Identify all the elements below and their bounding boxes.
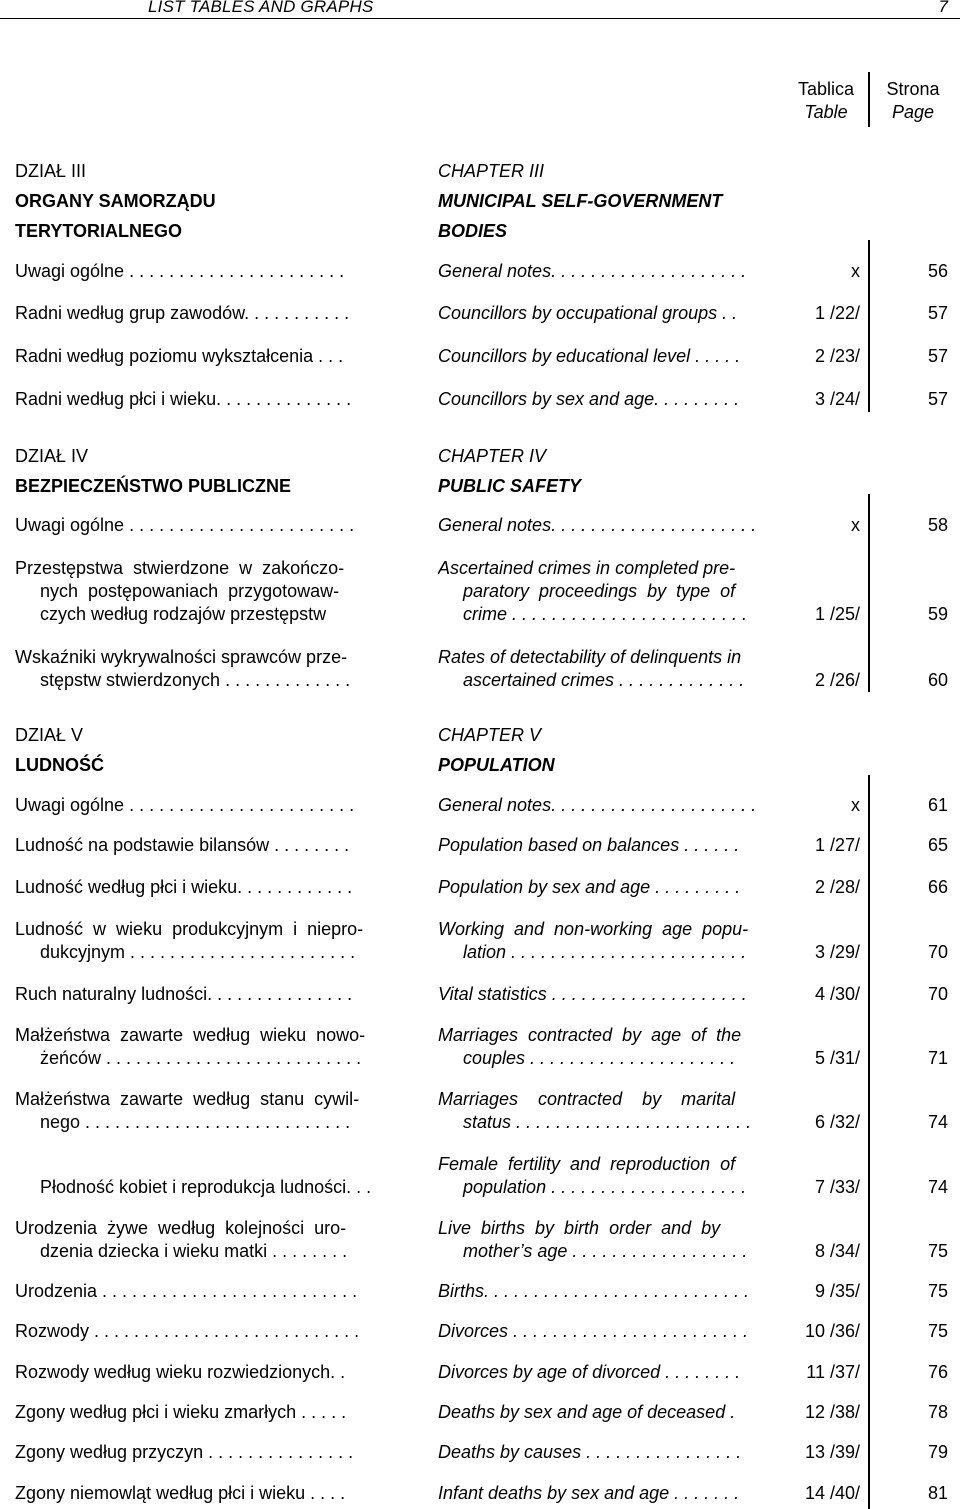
toc-entry-en: Infant deaths by sex and age . . . . . . .	[438, 1483, 740, 1503]
table-number: 10 /36/	[804, 1321, 860, 1341]
section-heading-pl: DZIAŁ III	[15, 161, 87, 181]
page-reference: 78	[927, 1402, 948, 1422]
toc-entry-en: couples . . . . . . . . . . . . . . . . . . . . .	[463, 1048, 736, 1068]
section-heading-en: CHAPTER IV	[438, 446, 547, 466]
toc-entry-en: General notes. . . . . . . . . . . . . . . . . . . . .	[438, 515, 757, 535]
page-reference: 70	[927, 942, 948, 962]
toc-entry-en: Vital statistics . . . . . . . . . . . . . . . . . . . .	[438, 984, 747, 1004]
column-divider	[868, 240, 870, 412]
toc-entry-pl: Przestępstwa stwierdzone w zakończo-	[15, 558, 345, 578]
table-number: 14 /40/	[804, 1483, 860, 1503]
page-reference: 57	[927, 346, 948, 366]
toc-entry-en: General notes. . . . . . . . . . . . . . . . . . . . .	[438, 795, 757, 815]
table-number: 3 /29/	[814, 942, 860, 962]
table-number: 3 /24/	[814, 389, 860, 409]
table-number: 2 /28/	[814, 877, 860, 897]
section-heading-en: MUNICIPAL SELF-GOVERNMENT	[438, 191, 723, 211]
table-number: 1 /22/	[814, 303, 860, 323]
toc-entry-pl: Urodzenia . . . . . . . . . . . . . . . . . . . . . . . . . .	[15, 1281, 358, 1301]
table-number: 2 /26/	[814, 670, 860, 690]
toc-entry-en: crime . . . . . . . . . . . . . . . . . . . . . . . .	[463, 604, 748, 624]
toc-entry-en: Councillors by sex and age. . . . . . . . .	[438, 389, 740, 409]
toc-entry-en: lation . . . . . . . . . . . . . . . . . . . . . . . .	[463, 942, 747, 962]
page-reference: 61	[927, 795, 948, 815]
toc-entry-pl: Ludność na podstawie bilansów . . . . . . . .	[15, 835, 350, 855]
toc-entry-en: Marriages contracted by marital	[438, 1089, 736, 1109]
toc-entry-en: Rates of detectability of delinquents in	[438, 647, 742, 667]
table-number: 8 /34/	[814, 1241, 860, 1261]
toc-entry-pl: Uwagi ogólne . . . . . . . . . . . . . . . . . . . . . . .	[15, 795, 355, 815]
section-heading-pl: DZIAŁ IV	[15, 446, 89, 466]
toc-entry-pl: Radni według grup zawodów. . . . . . . . . . .	[15, 303, 350, 323]
toc-entry-pl: dzenia dziecka i wieku matki . . . . . . . .	[40, 1241, 348, 1261]
toc-entry-en: Divorces . . . . . . . . . . . . . . . . . . . . . . . .	[438, 1321, 749, 1341]
page-header-pl: Strona	[886, 79, 940, 99]
table-number: x	[851, 795, 860, 815]
toc-entry-en: population . . . . . . . . . . . . . . . . . . . .	[463, 1177, 747, 1197]
page-reference: 75	[927, 1281, 948, 1301]
page-reference: 60	[927, 670, 948, 690]
table-number: 11 /37/	[806, 1362, 860, 1382]
toc-entry-en: General notes. . . . . . . . . . . . . . . . . . . .	[438, 261, 747, 281]
table-number: 12 /38/	[804, 1402, 860, 1422]
page-reference: 75	[927, 1241, 948, 1261]
toc-entry-en: Deaths by sex and age of deceased .	[438, 1402, 736, 1422]
table-number: 5 /31/	[814, 1048, 860, 1068]
page-reference: 59	[927, 604, 948, 624]
toc-entry-en: Live births by birth order and by	[438, 1218, 721, 1238]
toc-entry-en: Births. . . . . . . . . . . . . . . . . . . . . . . . . . .	[438, 1281, 750, 1301]
section-heading-en: PUBLIC SAFETY	[438, 476, 582, 496]
section-heading-pl: TERYTORIALNEGO	[15, 221, 183, 241]
page-header-en: Page	[891, 102, 935, 122]
toc-entry-en: Population by sex and age . . . . . . . . .	[438, 877, 741, 897]
table-number: x	[851, 515, 860, 535]
column-divider	[868, 775, 870, 1509]
page-reference: 79	[927, 1442, 948, 1462]
toc-entry-pl: nego . . . . . . . . . . . . . . . . . . . . . . . . . . .	[40, 1112, 351, 1132]
toc-entry-pl: dukcyjnym . . . . . . . . . . . . . . . . . . . . . . .	[40, 942, 356, 962]
table-number: 1 /25/	[814, 604, 860, 624]
page-reference: 71	[927, 1048, 948, 1068]
running-header	[0, 0, 960, 19]
toc-entry-pl: nych postępowaniach przygotowaw-	[40, 581, 340, 601]
column-divider	[868, 494, 870, 692]
page-number: 7	[938, 0, 948, 16]
toc-entry-en: status . . . . . . . . . . . . . . . . . . . . . . . .	[463, 1112, 752, 1132]
table-number: 13 /39/	[804, 1442, 860, 1462]
toc-entry-pl: stępstw stwierdzonych . . . . . . . . . . . . .	[40, 670, 351, 690]
toc-entry-pl: Ruch naturalny ludności. . . . . . . . . . . . . . .	[15, 984, 353, 1004]
toc-entry-en: Working and non-working age popu-	[438, 919, 749, 939]
toc-entry-en: Marriages contracted by age of the	[438, 1025, 742, 1045]
table-number: x	[851, 261, 860, 281]
table-header-en: Table	[804, 102, 848, 122]
running-header-title: LIST TABLES AND GRAPHS	[148, 0, 374, 16]
section-heading-en: POPULATION	[438, 755, 555, 775]
toc-entry-pl: Zgony według przyczyn . . . . . . . . . . . . . . .	[15, 1442, 354, 1462]
toc-entry-en: Councillors by occupational groups . .	[438, 303, 738, 323]
page-column-header	[874, 78, 952, 124]
toc-entry-en: Population based on balances . . . . . .	[438, 835, 740, 855]
table-header-pl: Tablica	[797, 79, 855, 99]
section-heading-pl: LUDNOŚĆ	[15, 755, 104, 775]
toc-entry-en: mother’s age . . . . . . . . . . . . . . . . . .	[463, 1241, 748, 1261]
section-heading-pl: ORGANY SAMORZĄDU	[15, 191, 216, 211]
toc-entry-pl: Małżeństwa zawarte według wieku nowo-	[15, 1025, 366, 1045]
page-reference: 81	[927, 1483, 948, 1503]
toc-entry-en: Deaths by causes . . . . . . . . . . . . . . . .	[438, 1442, 742, 1462]
table-number: 2 /23/	[814, 346, 860, 366]
section-heading-en: CHAPTER V	[438, 725, 542, 745]
page-reference: 57	[927, 389, 948, 409]
page-reference: 66	[927, 877, 948, 897]
page-reference: 76	[927, 1362, 948, 1382]
toc-entry-pl: Radni według poziomu wykształcenia . . .	[15, 346, 344, 366]
toc-entry-en: Divorces by age of divorced . . . . . . . .	[438, 1362, 741, 1382]
section-heading-pl: DZIAŁ V	[15, 725, 84, 745]
toc-entry-pl: Urodzenia żywe według kolejności uro-	[15, 1218, 347, 1238]
toc-entry-pl: Uwagi ogólne . . . . . . . . . . . . . . . . . . . . . . .	[15, 515, 355, 535]
page-reference: 65	[927, 835, 948, 855]
toc-entry-en: Councillors by educational level . . . . .	[438, 346, 741, 366]
page-reference: 75	[927, 1321, 948, 1341]
table-number: 9 /35/	[814, 1281, 860, 1301]
toc-entry-pl: żeńców . . . . . . . . . . . . . . . . . . . . . . . . . .	[40, 1048, 362, 1068]
page-reference: 58	[927, 515, 948, 535]
page-reference: 56	[927, 261, 948, 281]
toc-entry-pl: Małżeństwa zawarte według stanu cywil-	[15, 1089, 360, 1109]
toc-entry-en: paratory proceedings by type of	[463, 581, 736, 601]
header-divider	[868, 72, 870, 127]
section-heading-pl: BEZPIECZEŃSTWO PUBLICZNE	[15, 476, 292, 496]
toc-entry-en: ascertained crimes . . . . . . . . . . . . .	[463, 670, 745, 690]
table-number: 6 /32/	[814, 1112, 860, 1132]
toc-entry-pl: Uwagi ogólne . . . . . . . . . . . . . . . . . . . . . .	[15, 261, 345, 281]
toc-entry-pl: Radni według płci i wieku. . . . . . . . . . . . . .	[15, 389, 352, 409]
toc-entry-pl: Zgony według płci i wieku zmarłych . . . . .	[15, 1402, 347, 1422]
toc-entry-en: Female fertility and reproduction of	[438, 1154, 736, 1174]
page-reference: 74	[927, 1112, 948, 1132]
toc-entry-pl: Ludność według płci i wieku. . . . . . . . . . . .	[15, 877, 353, 897]
toc-entry-pl: Ludność w wieku produkcyjnym i niepro-	[15, 919, 364, 939]
table-number: 4 /30/	[814, 984, 860, 1004]
section-heading-en: CHAPTER III	[438, 161, 545, 181]
table-number: 7 /33/	[814, 1177, 860, 1197]
page-reference: 74	[927, 1177, 948, 1197]
toc-entry-pl: Rozwody według wieku rozwiedzionych. .	[15, 1362, 346, 1382]
table-number: 1 /27/	[814, 835, 860, 855]
table-column-header	[786, 78, 866, 124]
toc-entry-pl: Płodność kobiet i reprodukcja ludności. . .	[40, 1177, 372, 1197]
toc-entry-en: Ascertained crimes in completed pre-	[438, 558, 736, 578]
toc-entry-pl: Zgony niemowląt według płci i wieku . . . .	[15, 1483, 346, 1503]
page-reference: 57	[927, 303, 948, 323]
toc-entry-pl: Wskaźniki wykrywalności sprawców prze-	[15, 647, 348, 667]
page-reference: 70	[927, 984, 948, 1004]
toc-entry-pl: czych według rodzajów przestępstw	[40, 604, 327, 624]
toc-entry-pl: Rozwody . . . . . . . . . . . . . . . . . . . . . . . . . . .	[15, 1321, 360, 1341]
section-heading-en: BODIES	[438, 221, 508, 241]
